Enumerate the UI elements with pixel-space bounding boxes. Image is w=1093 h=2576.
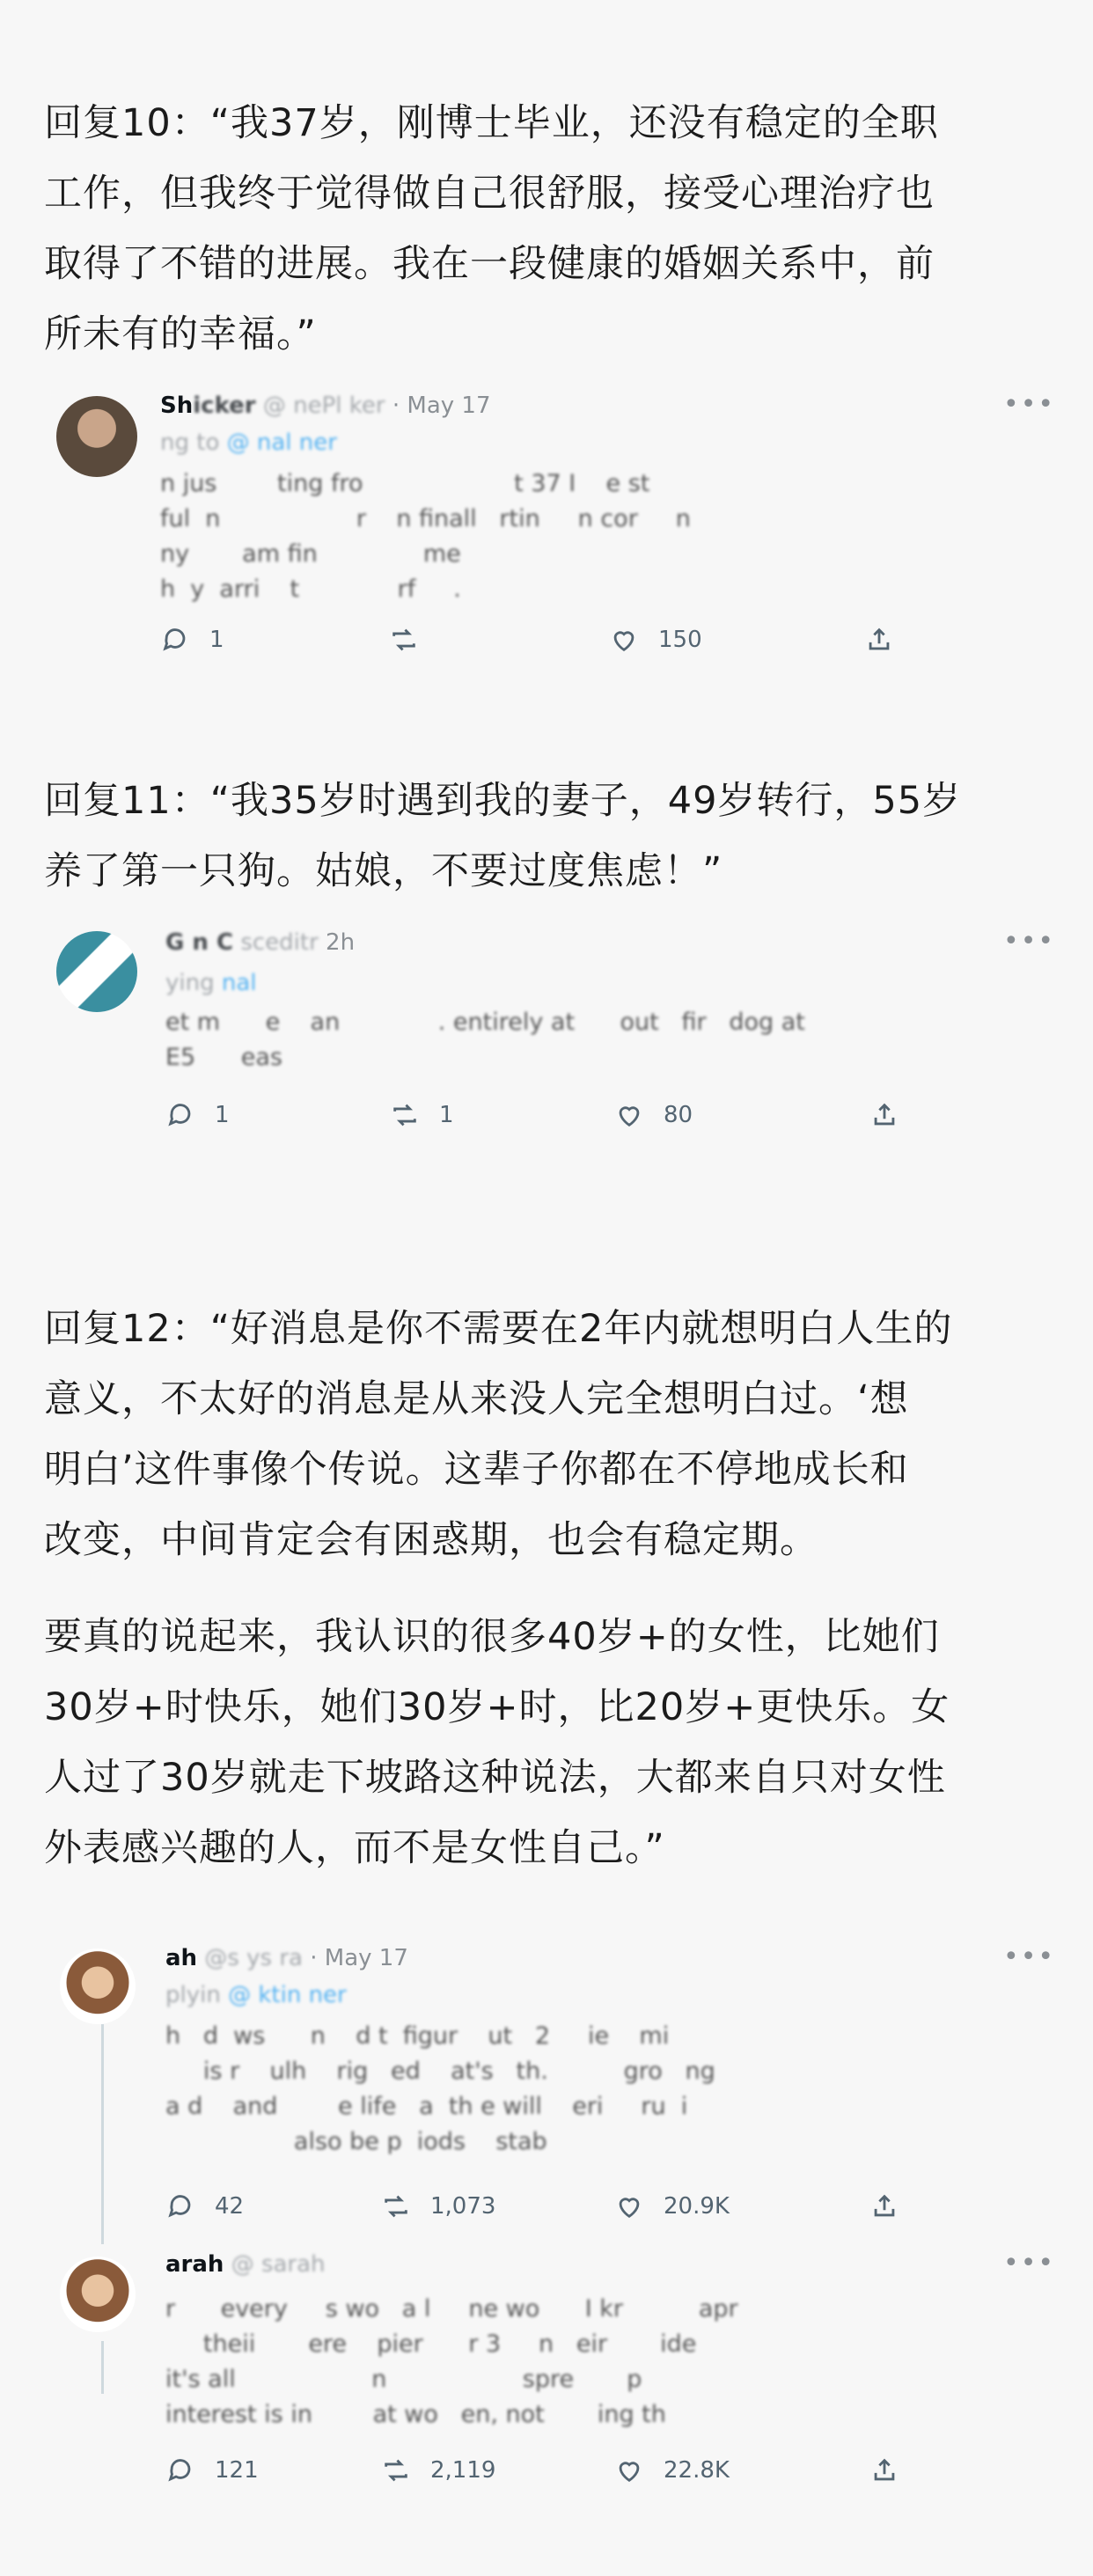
like-count: 20.9K bbox=[664, 2193, 730, 2220]
author-name[interactable]: arah bbox=[165, 2251, 224, 2278]
tweet-card[interactable] bbox=[0, 2244, 1093, 2561]
reply-handle[interactable]: @ nal ner bbox=[226, 429, 337, 456]
reply-count: 42 bbox=[215, 2193, 245, 2220]
replying-to bbox=[160, 429, 337, 456]
retweet-icon bbox=[381, 2455, 411, 2485]
reply-text-10: 回复10：“我37岁，刚博士毕业，还没有稳定的全职 工作，但我终于觉得做自己很舒服，接受心理治疗也 取得了不错的进展。我在一段健康的婚姻关系中，前 所未有的幸福。” bbox=[44, 101, 939, 356]
reply-text-12-part2: 要真的说起来，我认识的很多40岁+的女性，比她们 30岁+时快乐，她们30岁+时，比20岁+更快乐。女 人过了30岁就走下坡路这种说法，大都来自只对女性 外表感兴趣的人，而不是女性自己。” bbox=[44, 1615, 950, 1870]
like-count: 80 bbox=[664, 1102, 693, 1128]
reply-text-12-part1: 回复12：“好消息是你不需要在2年内就想明白人生的 意义，不太好的消息是从来没人完全想明白过。‘想 明白’这件事像个传说。这辈子你都在不停地成长和 改变，中间肯定会有困惑期，也会有稳定期。 bbox=[44, 1307, 953, 1562]
reply-icon bbox=[165, 1100, 195, 1130]
tweet-actions bbox=[165, 2455, 1045, 2491]
share-button[interactable] bbox=[869, 1100, 899, 1130]
author-name-tail: icker bbox=[193, 393, 256, 419]
reply-button[interactable] bbox=[165, 2455, 259, 2485]
replying-to bbox=[165, 970, 257, 996]
retweet-icon bbox=[389, 625, 419, 655]
share-button[interactable] bbox=[869, 2191, 899, 2221]
tweet-card[interactable] bbox=[0, 1936, 1093, 2235]
tweet-header bbox=[165, 1945, 408, 1971]
more-options-icon[interactable]: ••• bbox=[1003, 926, 1056, 957]
reply-prefix: ng to bbox=[160, 429, 220, 456]
like-button[interactable] bbox=[609, 625, 702, 655]
heart-icon bbox=[609, 625, 639, 655]
tweet-date[interactable]: · May 17 bbox=[310, 1945, 408, 1971]
more-options-icon[interactable]: ••• bbox=[1003, 1941, 1056, 1972]
author-name[interactable]: G n C bbox=[165, 929, 234, 956]
reply-icon bbox=[165, 2455, 195, 2485]
reply-icon bbox=[165, 2191, 195, 2221]
tweet-date[interactable]: · May 17 bbox=[392, 393, 491, 419]
retweet-button[interactable] bbox=[381, 2455, 495, 2485]
share-icon bbox=[869, 2191, 899, 2221]
more-options-icon[interactable]: ••• bbox=[1003, 2248, 1056, 2279]
retweet-count: 1 bbox=[439, 1102, 454, 1128]
reply-count: 1 bbox=[209, 627, 224, 653]
like-button[interactable] bbox=[614, 2455, 730, 2485]
tweet-card[interactable] bbox=[0, 924, 1093, 1162]
tweet-header bbox=[160, 393, 491, 419]
tweet-actions bbox=[160, 625, 1040, 660]
author-name[interactable]: Sh bbox=[160, 393, 194, 419]
share-icon bbox=[869, 1100, 899, 1130]
heart-icon bbox=[614, 2191, 644, 2221]
tweet-actions bbox=[165, 2191, 1045, 2227]
author-handle: @ sarah bbox=[231, 2251, 326, 2278]
tweet-body: et m e an . entirely at out fir dog at E5 eas bbox=[165, 1009, 805, 1071]
avatar[interactable] bbox=[60, 2257, 136, 2332]
retweet-count: 2,119 bbox=[430, 2457, 496, 2484]
like-count: 22.8K bbox=[664, 2457, 730, 2484]
reply-icon bbox=[160, 625, 190, 655]
tweet-header bbox=[165, 2251, 326, 2278]
retweet-button[interactable] bbox=[389, 625, 438, 655]
author-handle: @ nePl ker bbox=[262, 393, 385, 419]
share-icon bbox=[869, 2455, 899, 2485]
like-count: 150 bbox=[658, 627, 702, 653]
tweet-body: n jus ting fro t 37 I e st ful n r n finall rtin n cor n ny am fin me h y arri t rf . bbox=[160, 470, 691, 603]
avatar[interactable] bbox=[56, 931, 137, 1012]
tweet-date[interactable]: 2h bbox=[326, 929, 356, 956]
retweet-count: 1,073 bbox=[430, 2193, 496, 2220]
tweet-card[interactable] bbox=[0, 370, 1093, 669]
avatar[interactable] bbox=[60, 1949, 136, 2024]
retweet-button[interactable] bbox=[390, 1100, 454, 1130]
retweet-icon bbox=[390, 1100, 420, 1130]
tweet-actions bbox=[165, 1100, 1045, 1135]
share-button[interactable] bbox=[869, 2455, 899, 2485]
reply-count: 1 bbox=[215, 1102, 230, 1128]
heart-icon bbox=[614, 2455, 644, 2485]
share-icon bbox=[864, 625, 894, 655]
author-name[interactable]: ah bbox=[165, 1945, 198, 1971]
reply-prefix: ying bbox=[165, 970, 215, 996]
share-button[interactable] bbox=[864, 625, 894, 655]
tweet-body: r every s wo a l ne wo I kr apr theii ere pier r 3 n eir ide it's all n spre p interest is in at wo en, not ing th bbox=[165, 2295, 738, 2428]
reply-count: 121 bbox=[215, 2457, 259, 2484]
tweet-header bbox=[165, 929, 355, 956]
replying-to bbox=[165, 1982, 347, 2008]
avatar[interactable] bbox=[56, 396, 137, 477]
reply-button[interactable] bbox=[165, 1100, 230, 1130]
tweet-body: h d ws n d t figur ut 2 ie mi is r ulh rig ed at's th. gro ng a d and e life a th e will eri ru i also be p iods stab bbox=[165, 2022, 715, 2155]
reply-prefix: plyin bbox=[165, 1982, 221, 2008]
like-button[interactable] bbox=[614, 1100, 693, 1130]
author-handle: sceditr bbox=[240, 929, 319, 956]
retweet-icon bbox=[381, 2191, 411, 2221]
author-handle: @s ys ra bbox=[204, 1945, 303, 1971]
more-options-icon[interactable]: ••• bbox=[1003, 389, 1056, 420]
heart-icon bbox=[614, 1100, 644, 1130]
retweet-button[interactable] bbox=[381, 2191, 495, 2221]
reply-handle[interactable]: @ ktin ner bbox=[228, 1982, 347, 2008]
reply-button[interactable] bbox=[165, 2191, 244, 2221]
reply-text-11: 回复11：“我35岁时遇到我的妻子，49岁转行，55岁 养了第一只狗。姑娘，不要过度焦虑！” bbox=[44, 779, 962, 893]
reply-button[interactable] bbox=[160, 625, 224, 655]
reply-handle[interactable]: nal bbox=[221, 970, 257, 996]
like-button[interactable] bbox=[614, 2191, 730, 2221]
